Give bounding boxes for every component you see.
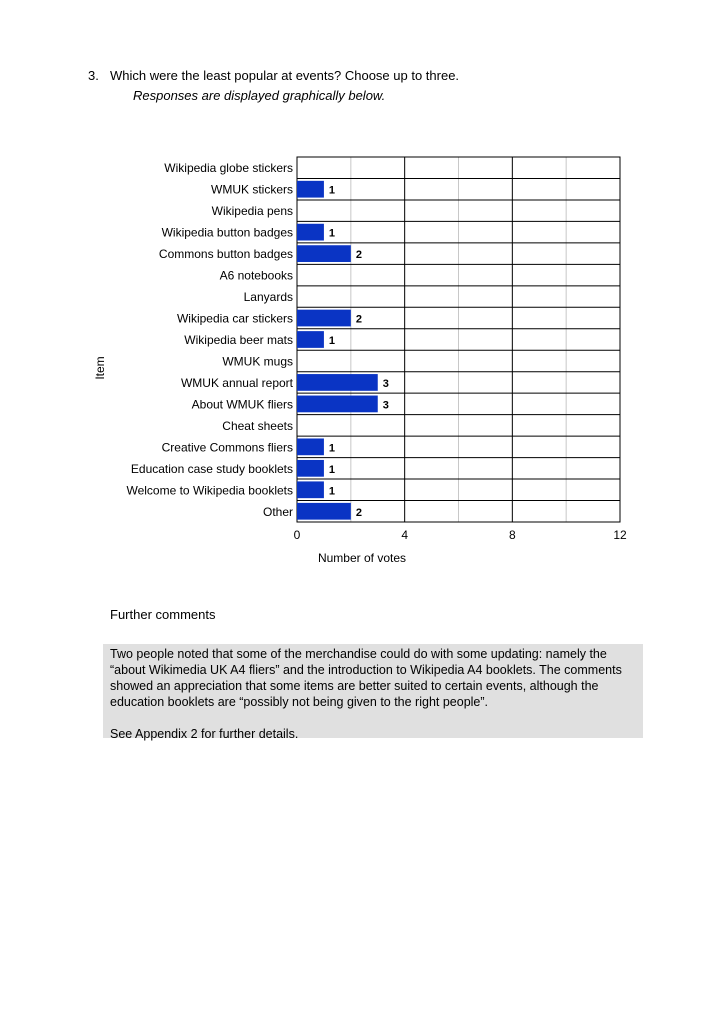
category-label: Other xyxy=(262,504,293,519)
comment-paragraph-1: Two people noted that some of the merchandise could do with some updating: namely the “about Wikimedia UK A4 fliers” and the introduction to Wikipedia A4 booklets. The comments showed an appreciation that some items are better suited to certain events, although the education booklets are “possibly not being given to the right people”. xyxy=(110,647,622,709)
comment-paragraph-2: See Appendix 2 for further details. xyxy=(110,727,299,741)
question-text: Which were the least popular at events? Choose up to three. xyxy=(110,68,460,83)
bar xyxy=(297,310,351,327)
value-label: 2 xyxy=(355,506,362,519)
y-axis-title: Item xyxy=(93,356,107,380)
further-comments-title: Further comments xyxy=(110,607,216,622)
value-label: 1 xyxy=(328,227,336,240)
bar xyxy=(297,503,351,520)
bar xyxy=(297,438,324,455)
category-label: Lanyards xyxy=(243,290,293,305)
value-label: 2 xyxy=(355,313,362,326)
bar xyxy=(297,331,324,348)
bar xyxy=(297,181,324,198)
value-label: 2 xyxy=(355,249,362,262)
category-label: Wikipedia button badges xyxy=(161,225,293,240)
value-label: 1 xyxy=(328,442,336,455)
x-tick-label: 0 xyxy=(293,528,301,542)
category-label: A6 notebooks xyxy=(219,268,293,283)
question-subtitle: Responses are displayed graphically below. xyxy=(133,88,386,103)
value-label: 3 xyxy=(382,377,389,390)
category-label: Wikipedia beer mats xyxy=(184,333,293,347)
bar xyxy=(297,374,378,391)
category-label: Wikipedia globe stickers xyxy=(164,161,293,176)
x-tick-label: 8 xyxy=(508,528,516,542)
category-label: About WMUK fliers xyxy=(191,397,293,412)
bar xyxy=(297,245,351,262)
category-label: WMUK annual report xyxy=(180,375,293,390)
bar xyxy=(297,224,324,241)
category-label: Wikipedia pens xyxy=(211,204,293,219)
comment-box xyxy=(103,644,643,741)
category-label: Cheat sheets xyxy=(222,418,293,433)
value-label: 1 xyxy=(328,184,336,197)
category-label: Wikipedia car stickers xyxy=(176,311,293,326)
category-label: Education case study booklets xyxy=(130,461,293,476)
value-label: 1 xyxy=(328,335,336,347)
category-label: WMUK stickers xyxy=(211,182,293,197)
x-tick-label: 4 xyxy=(401,528,409,542)
x-tick-label: 12 xyxy=(613,528,627,542)
x-axis-title: Number of votes xyxy=(317,551,407,565)
category-label: Welcome to Wikipedia booklets xyxy=(126,483,293,498)
value-label: 1 xyxy=(328,463,336,476)
question-number: 3. xyxy=(88,68,99,83)
bar xyxy=(297,460,324,477)
category-label: WMUK mugs xyxy=(222,354,293,369)
category-label: Commons button badges xyxy=(158,247,293,262)
value-label: 1 xyxy=(328,485,336,498)
value-label: 3 xyxy=(382,399,389,412)
bar xyxy=(297,481,324,498)
category-label: Creative Commons fliers xyxy=(161,440,293,455)
bar xyxy=(297,396,378,413)
